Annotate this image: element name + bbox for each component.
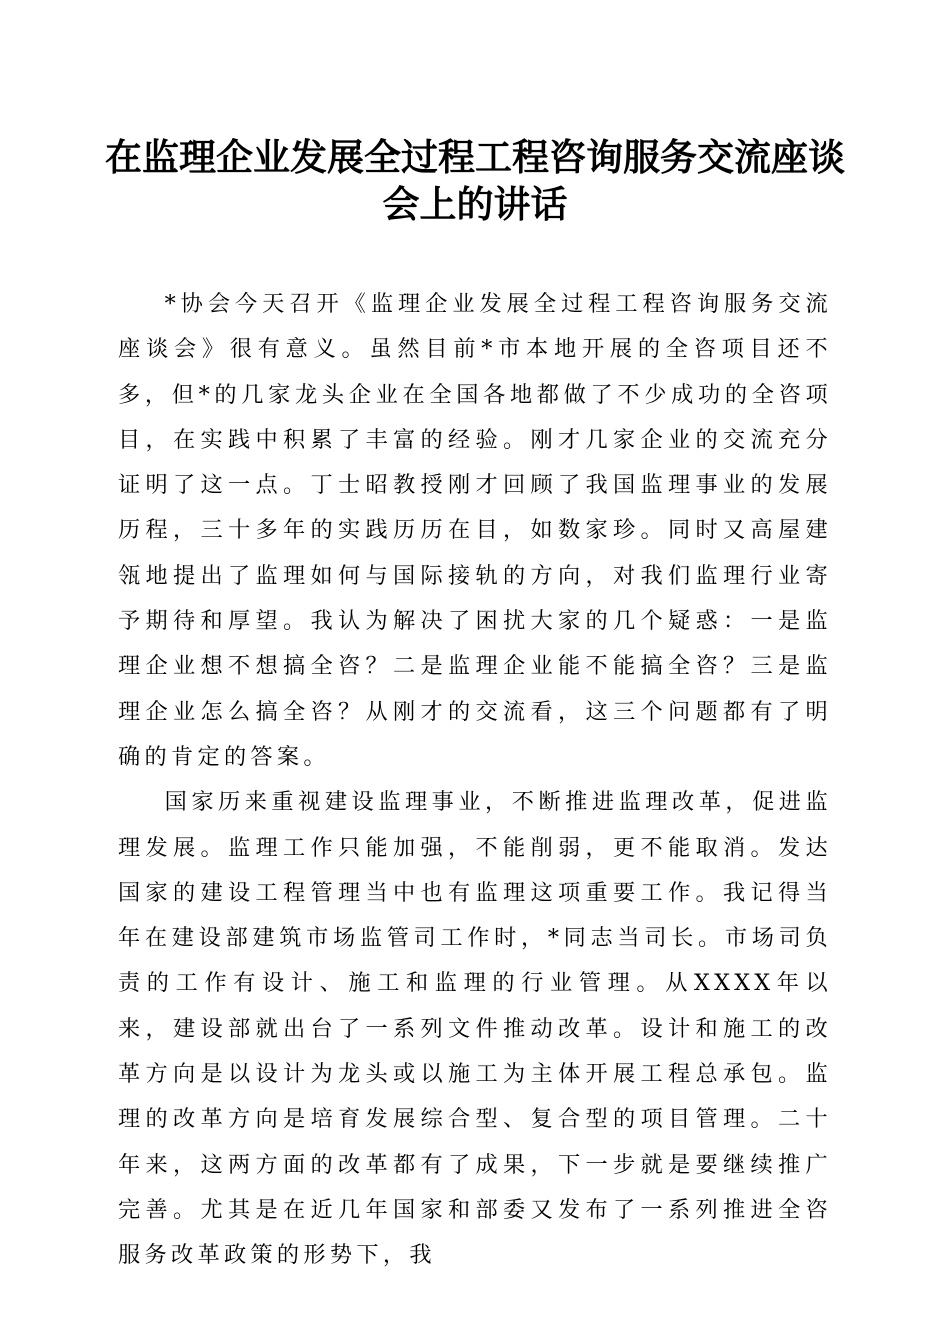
- paragraph-1: *协会今天召开《监理企业发展全过程工程咨询服务交流座谈会》很有意义。虽然目前*市本地开展的全咨项目还不多，但*的几家龙头企业在全国各地都做了不少成功的全咨项目，在实践中积累了丰富的经验。刚才几家企业的交流充分证明了这一点。丁士昭教授刚才回顾了我国监理事业的发展历程，三十多年的实践历历在目，如数家珍。同时又高屋建瓴地提出了监理如何与国际接轨的方向，对我们监理行业寄予期待和厚望。我认为解决了困扰大家的几个疑惑：一是监理企业想不想搞全咨？二是监理企业能不能搞全咨？三是监理企业怎么搞全咨？从刚才的交流看，这三个问题都有了明确的肯定的答案。: [118, 291, 832, 770]
- document-title: 在监理企业发展全过程工程咨询服务交流座谈会上的讲话: [105, 135, 845, 226]
- document-body: [118, 282, 832, 1279]
- paragraph-2: 国家历来重视建设监理事业，不断推进监理改革，促进监理发展。监理工作只能加强，不能削弱，更不能取消。发达国家的建设工程管理当中也有监理这项重要工作。我记得当年在建设部建筑市场监管司工作时，*同志当司长。市场司负责的工作有设计、施工和监理的行业管理。从XXXX年以来，建设部就出台了一系列文件推动改革。设计和施工的改革方向是以设计为龙头或以施工为主体开展工程总承包。监理的改革方向是培育发展综合型、复合型的项目管理。二十年来，这两方面的改革都有了成果，下一步就是要继续推广完善。尤其是在近几年国家和部委又发布了一系列推进全咨服务改革政策的形势下，我: [118, 789, 832, 1269]
